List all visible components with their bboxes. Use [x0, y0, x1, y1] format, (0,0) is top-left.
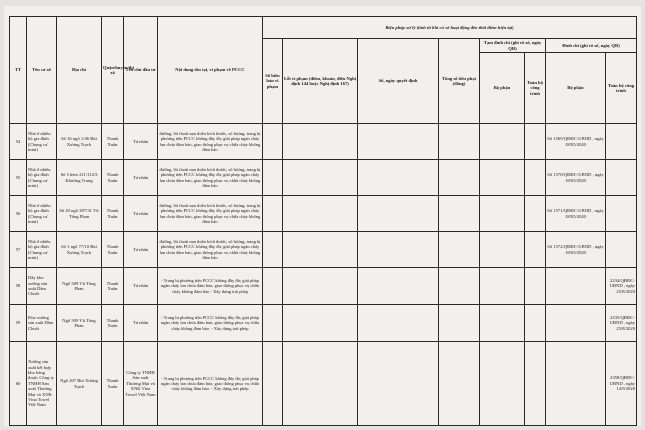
- cell-empty: [546, 268, 606, 305]
- cell-empty: [263, 160, 283, 196]
- cell-empty: [525, 305, 546, 342]
- cell-empty: [263, 196, 283, 232]
- cell-dia-chi: Số 16 ngõ 1/46 Bùi Xương Trạch: [57, 124, 102, 160]
- cell-empty: [263, 268, 283, 305]
- cell-empty: [439, 232, 480, 268]
- cell-quan: Thanh Xuân: [102, 305, 124, 342]
- cell-noi-dung: - Trang bị phương tiện PCCC không đầy đủ; giải pháp ngăn cháy lan chưa đảm bảo; giao thông phục vụ chữa cháy không đảm bảo. - Xây dựng trái phép: [158, 342, 263, 426]
- cell-chu: Tư nhân: [124, 305, 158, 342]
- cell-quan: Thanh Xuân: [102, 342, 124, 426]
- cell-empty: [358, 268, 439, 305]
- cell-empty: [439, 196, 480, 232]
- table-row: [10, 232, 637, 268]
- cell-quyet-dinh: Số 1569/QĐĐC-UBND , ngày 18/05/2020: [546, 124, 606, 160]
- cell-chu: Tư nhân: [124, 160, 158, 196]
- cell-empty: [283, 268, 358, 305]
- cell-empty: [283, 305, 358, 342]
- header-tam-dinh-chi: Tạm đình chỉ (ghi rõ số, ngày QĐ): [480, 39, 546, 53]
- cell-empty: [358, 305, 439, 342]
- cell-tt: 56: [10, 196, 27, 232]
- cell-quyet-dinh: Số 1571/QĐĐC-UBND , ngày 18/05/2020: [546, 196, 606, 232]
- cell-chu: Công ty TNHH Sản xuất Thương Mại và XNK Vina Towel Việt Nam: [124, 342, 158, 426]
- cell-empty: [480, 268, 525, 305]
- header-so-bien-ban: Số biên bản vi phạm: [263, 39, 283, 124]
- cell-dia-chi: Ngõ 207 Bùi Xương Trạch: [57, 342, 102, 426]
- cell-tt: 59: [10, 305, 27, 342]
- cell-chu: Tư nhân: [124, 268, 158, 305]
- cell-tt: 54: [10, 124, 27, 160]
- cell-quan: Thanh Xuân: [102, 160, 124, 196]
- cell-dia-chi: Số 5 hẻm 211/114/3 Khương Trung: [57, 160, 102, 196]
- cell-quan: Thanh Xuân: [102, 124, 124, 160]
- header-tam-bo-phan: Bộ phận: [480, 53, 525, 124]
- header-noi-dung: Nội dung tồn tại, vi phạm về PCCC: [158, 17, 263, 124]
- cell-empty: [606, 124, 637, 160]
- table-row: [10, 342, 637, 426]
- cell-quan: Thanh Xuân: [102, 268, 124, 305]
- cell-tt: 60: [10, 342, 27, 426]
- header-loi-vi-pham: Lỗi vi phạm (điểm, khoản, điều Nghị định 144 hoặc Nghị định 167): [283, 39, 358, 124]
- cell-empty: [606, 232, 637, 268]
- cell-tt: 55: [10, 160, 27, 196]
- cell-empty: [480, 232, 525, 268]
- header-bien-phap: Biện pháp xử lý (tính từ khi cơ sở hoạt động đến thời điểm hiện tại): [263, 17, 637, 39]
- cell-empty: [525, 342, 546, 426]
- cell-empty: [263, 342, 283, 426]
- cell-empty: [480, 196, 525, 232]
- cell-empty: [263, 124, 283, 160]
- header-dc-toan-bo: Toàn bộ công trình: [606, 53, 637, 124]
- cell-quan: Thanh Xuân: [102, 232, 124, 268]
- cell-quan: Thanh Xuân: [102, 196, 124, 232]
- cell-empty: [358, 342, 439, 426]
- cell-empty: [283, 124, 358, 160]
- cell-noi-dung: đường, lối thoát nạn thiếu kích thước, số lượng; trang bị phương tiện PCCC không đầy đủ; giải pháp ngăn cháy lan chưa đảm bảo; giao thông phục vụ chữa cháy không đảm bảo: [158, 160, 263, 196]
- header-tam-toan-bo: Toàn bộ công trình: [525, 53, 546, 124]
- cell-dinh-chi-toan-bo: 2234/QĐĐC-UBND , ngày 25/8/2020: [606, 268, 637, 305]
- cell-empty: [283, 342, 358, 426]
- cell-noi-dung: đường, lối thoát nạn thiếu kích thước, số lượng; trang bị phương tiện PCCC không đầy đủ; giải pháp ngăn cháy lan chưa đảm bảo; giao thông phục vụ chữa cháy không đảm bảo: [158, 124, 263, 160]
- cell-chu: Tư nhân: [124, 232, 158, 268]
- cell-empty: [525, 124, 546, 160]
- header-ten-co-so: Tên cơ sở: [27, 17, 57, 124]
- cell-empty: [358, 124, 439, 160]
- header-dinh-chi: Đình chỉ (ghi rõ số, ngày QĐ): [546, 39, 637, 53]
- header-ten-chu-dau-tu: Tên chủ đầu tư: [124, 17, 158, 124]
- table-row: [10, 305, 637, 342]
- cell-ten: Nhà ở nhiều hộ gia đình (Chung cư mini): [27, 232, 57, 268]
- cell-empty: [546, 305, 606, 342]
- header-tong-so-tien: Tổng số tiền phạt (đồng): [439, 39, 480, 124]
- table-row: [10, 196, 637, 232]
- header-so-ngay-quyet-dinh: Số, ngày quyết định: [358, 39, 439, 124]
- cell-dinh-chi-toan-bo: 2358/QĐĐC-UBND , ngày 14/9/2020: [606, 342, 637, 426]
- cell-empty: [439, 342, 480, 426]
- cell-empty: [263, 232, 283, 268]
- cell-quyet-dinh: Số 1572/QĐĐC-UBND , ngày 18/05/2020: [546, 232, 606, 268]
- cell-chu: Tư nhân: [124, 196, 158, 232]
- cell-ten: Dãy kho xưởng sản xuất Dầm Chuối: [27, 268, 57, 305]
- cell-quyet-dinh: Số 1570/QĐĐC-UBND , ngày 18/05/2020: [546, 160, 606, 196]
- table-row: [10, 268, 637, 305]
- cell-dia-chi: Số 43 ngõ 387/31 Vũ Tông Phan: [57, 196, 102, 232]
- cell-ten: Nhà ở nhiều hộ gia đình (Chung cư mini): [27, 124, 57, 160]
- cell-empty: [525, 160, 546, 196]
- cell-empty: [283, 232, 358, 268]
- cell-dia-chi: Ngõ 509 Vũ Tông Phan: [57, 305, 102, 342]
- cell-empty: [439, 160, 480, 196]
- cell-ten: Nhà ở nhiều hộ gia đình (Chung cư mini): [27, 160, 57, 196]
- cell-noi-dung: đường, lối thoát nạn thiếu kích thước, số lượng; trang bị phương tiện PCCC không đầy đủ; giải pháp ngăn cháy lan chưa đảm bảo; giao thông phục vụ chữa cháy không đảm bảo: [158, 196, 263, 232]
- cell-empty: [439, 268, 480, 305]
- table-row: [10, 124, 637, 160]
- header-dc-bo-phan: Bộ phận: [546, 53, 606, 124]
- cell-empty: [358, 232, 439, 268]
- header-dia-chi: Địa chỉ: [57, 17, 102, 124]
- cell-ten: Nhà ở nhiều hộ gia đình (Chung cư mini): [27, 196, 57, 232]
- cell-empty: [480, 305, 525, 342]
- cell-empty: [480, 124, 525, 160]
- table-row: [10, 160, 637, 196]
- cell-noi-dung: - Trang bị phương tiện PCCC không đầy đủ; giải pháp ngăn cháy lan chưa đảm bảo; giao thông phục vụ chữa cháy không đảm bảo. - Xây dựng trái phép: [158, 305, 263, 342]
- cell-empty: [546, 342, 606, 426]
- cell-empty: [525, 232, 546, 268]
- cell-empty: [283, 196, 358, 232]
- header-tt: TT: [10, 17, 27, 124]
- cell-dinh-chi-toan-bo: 2235/QĐĐC-UBND , ngày 25/8/2020: [606, 305, 637, 342]
- cell-dia-chi: Ngõ 509 Vũ Tông Phan: [57, 268, 102, 305]
- cell-empty: [439, 124, 480, 160]
- cell-tt: 57: [10, 232, 27, 268]
- cell-empty: [480, 160, 525, 196]
- cell-ten: Kho xưởng sản xuất Dầm Chuối: [27, 305, 57, 342]
- cell-chu: Tư nhân: [124, 124, 158, 160]
- cell-empty: [525, 196, 546, 232]
- cell-empty: [525, 268, 546, 305]
- cell-empty: [480, 342, 525, 426]
- cell-empty: [439, 305, 480, 342]
- violation-table: [9, 16, 637, 426]
- cell-dia-chi: Số 1 ngõ 77/10 Bùi Xương Trạch: [57, 232, 102, 268]
- cell-tt: 58: [10, 268, 27, 305]
- header-quan-huyen: Quận/huyện/thị xã: [102, 17, 124, 124]
- cell-empty: [358, 160, 439, 196]
- cell-empty: [606, 196, 637, 232]
- cell-noi-dung: - Trang bị phương tiện PCCC không đầy đủ; giải pháp ngăn cháy lan chưa đảm bảo; giao thông phục vụ chữa cháy không đảm bảo - Xây dựng trái phép: [158, 268, 263, 305]
- cell-ten: Xưởng sản xuất kết hợp kho hàng thuộc Công ty TNHH Sản xuất Thương Mại và XNK Vina Towel Việt Nam: [27, 342, 57, 426]
- document-sheet: [4, 6, 641, 426]
- cell-noi-dung: đường, lối thoát nạn thiếu kích thước, số lượng; trang bị phương tiện PCCC không đầy đủ; giải pháp ngăn cháy lan chưa đảm bảo; giao thông phục vụ chữa cháy không đảm bảo: [158, 232, 263, 268]
- cell-empty: [358, 196, 439, 232]
- cell-empty: [283, 160, 358, 196]
- cell-empty: [606, 160, 637, 196]
- cell-empty: [263, 305, 283, 342]
